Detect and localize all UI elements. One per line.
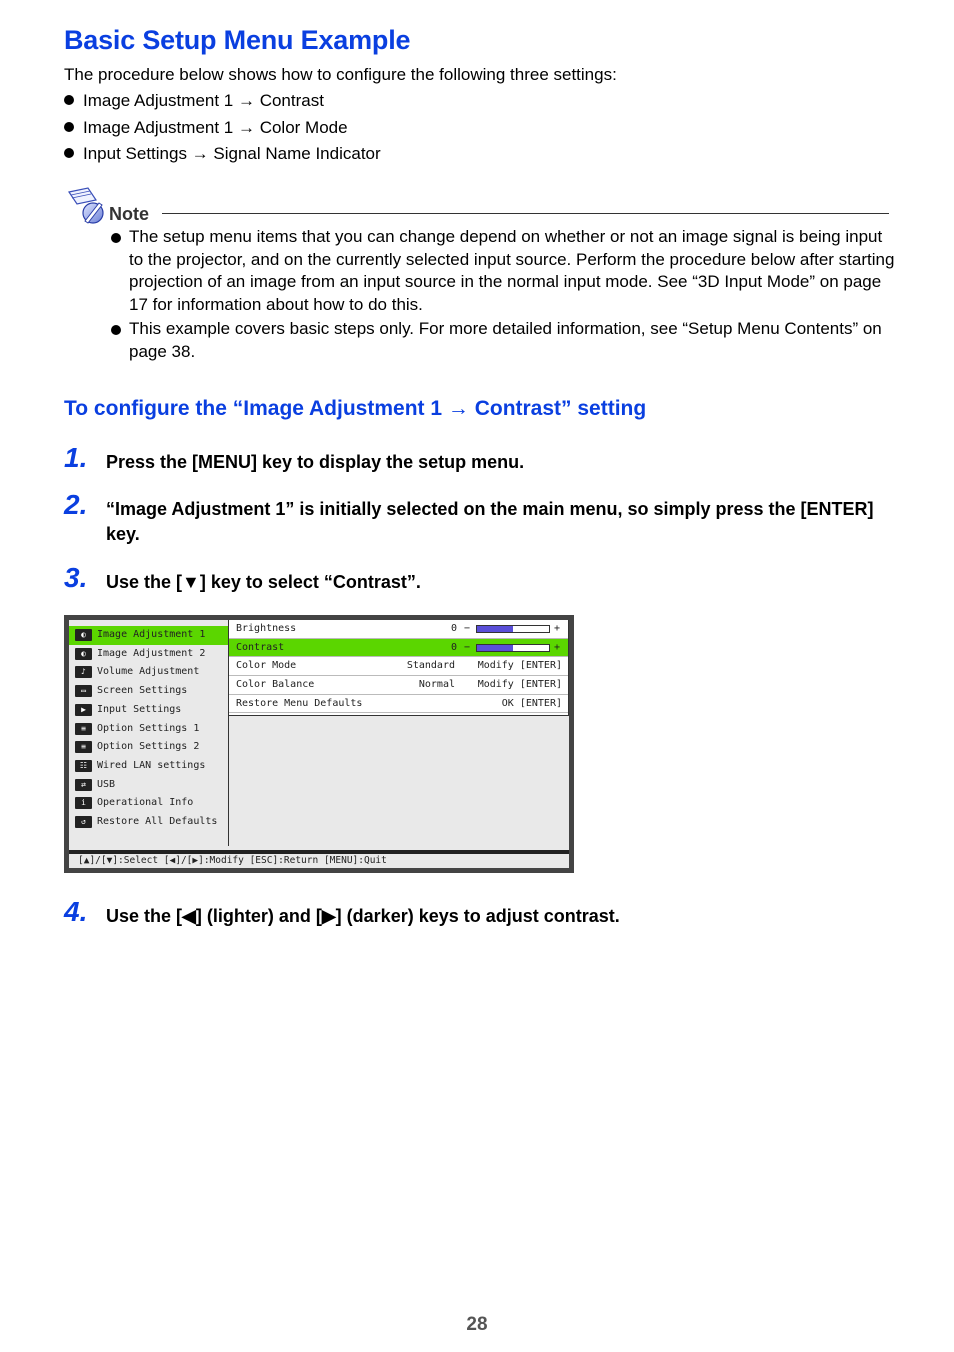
settings-item: Image Adjustment 1 → Color Mode (64, 118, 348, 138)
option-icon: ≡ (75, 741, 92, 753)
option-icon: ≡ (75, 723, 92, 735)
note-list (108, 226, 898, 363)
image-adjust-icon: ◐ (75, 648, 92, 660)
main-menu-item-label: Image Adjustment 1 (97, 629, 206, 640)
section-heading: To configure the “Image Adjustment 1 → Contrast” setting (64, 397, 647, 420)
main-menu-item-label: Image Adjustment 2 (97, 647, 206, 659)
bullet-icon (64, 95, 74, 105)
minus-icon: − (464, 623, 471, 634)
main-menu-item-label: Screen Settings (97, 685, 188, 697)
screen-icon: ▭ (75, 685, 92, 697)
main-menu-item[interactable] (69, 776, 228, 795)
submenu-panel (228, 620, 569, 716)
level-slider-fill (477, 645, 513, 651)
step-number: 3. (64, 562, 88, 593)
main-menu-item[interactable] (69, 794, 228, 813)
main-menu-item[interactable] (69, 645, 228, 664)
submenu-item[interactable] (229, 657, 568, 676)
submenu-item[interactable] (229, 639, 568, 658)
submenu-item[interactable] (229, 620, 568, 639)
main-menu-item[interactable] (69, 738, 228, 757)
main-menu-item[interactable] (69, 663, 228, 682)
main-menu-item-label: Option Settings 1 (97, 722, 200, 734)
step-text: “Image Adjustment 1” is initially selected on the main menu, so simply press the [ENTER] key. (106, 499, 874, 544)
main-menu-item[interactable] (69, 701, 228, 720)
main-menu-item-label: Restore All Defaults (97, 816, 218, 827)
main-menu-item-label: Option Settings 2 (97, 741, 200, 753)
settings-item: Image Adjustment 1 → Contrast (64, 91, 324, 111)
input-icon: ▶ (75, 704, 92, 716)
submenu-item-value: Standard (406, 660, 455, 672)
note-label: Note (109, 204, 149, 224)
plus-icon: + (554, 623, 561, 634)
submenu-item-value: 0 (451, 641, 458, 653)
bullet-icon (111, 325, 121, 335)
submenu-item-label: Restore Menu Defaults (236, 697, 363, 709)
submenu-item-label: Color Mode (236, 660, 297, 672)
main-menu-item[interactable] (69, 757, 228, 776)
bullet-icon (111, 233, 121, 243)
submenu-item-action: Modify [ENTER] (477, 660, 562, 672)
step-text: Use the [◀] (lighter) and [▶] (darker) keys to adjust contrast. (106, 906, 620, 926)
note-item: The setup menu items that you can change depend on whether or not an image signal is being input to the projector, and on the currently selected input source. Perform the procedure below after starting projection of an image from an input source in the normal input mode. See “3D Input Mode” on page 17 for information about how to do this. (108, 226, 898, 316)
submenu-empty-area (228, 716, 569, 846)
main-menu-item-label: Input Settings (97, 703, 182, 715)
bullet-icon (64, 148, 74, 158)
level-slider-fill (477, 626, 513, 632)
note-item: This example covers basic steps only. For more detailed information, see “Setup Menu Contents” on page 38. (108, 318, 898, 363)
usb-icon: ⇄ (75, 779, 92, 791)
submenu-item-label: Color Balance (236, 679, 315, 691)
submenu-item-value: 0 (451, 623, 458, 634)
submenu-item-value: Normal (418, 679, 455, 691)
info-icon: i (75, 797, 92, 809)
minus-icon: − (464, 641, 471, 653)
step-text: Use the [▼] key to select “Contrast”. (106, 572, 421, 592)
bullet-icon (64, 122, 74, 132)
note-pencil-icon (66, 186, 106, 226)
main-menu-item[interactable] (69, 682, 228, 701)
step-number: 2. (64, 489, 88, 520)
submenu-item[interactable] (229, 676, 568, 695)
image-adjust-icon: ◐ (75, 629, 92, 641)
level-slider[interactable] (476, 625, 550, 633)
main-menu-item[interactable] (69, 813, 228, 832)
submenu-item-label: Contrast (236, 641, 285, 653)
menu-status-bar: [▲]/[▼]:Select [◀]/[▶]:Modify [ESC]:Return [MENU]:Quit (69, 850, 569, 868)
step-number: 4. (64, 896, 88, 927)
submenu-item-label: Brightness (236, 623, 297, 634)
step-text: Press the [MENU] key to display the setup menu. (106, 452, 525, 472)
submenu-item[interactable] (229, 695, 568, 714)
page-title: Basic Setup Menu Example (64, 25, 411, 55)
main-menu-item-label: Operational Info (97, 797, 194, 809)
main-menu (69, 620, 228, 846)
speaker-icon: ♪ (75, 666, 92, 678)
note-divider (162, 213, 889, 214)
lan-icon: ☷ (75, 760, 92, 772)
submenu-item-action: Modify [ENTER] (477, 679, 562, 691)
step-number: 1. (64, 442, 88, 473)
setup-menu-screenshot (64, 615, 574, 873)
main-menu-item-label: Wired LAN settings (97, 759, 206, 771)
intro-text: The procedure below shows how to configure the following three settings: (64, 65, 617, 84)
main-menu-item[interactable] (69, 720, 228, 739)
main-menu-item[interactable] (69, 626, 228, 645)
page-number: 28 (466, 1314, 488, 1335)
restore-icon: ↺ (75, 816, 92, 828)
level-slider[interactable] (476, 644, 550, 652)
submenu-item-action: OK [ENTER] (501, 697, 562, 709)
settings-item: Input Settings → Signal Name Indicator (64, 144, 381, 164)
main-menu-item-label: Volume Adjustment (97, 666, 200, 678)
plus-icon: + (554, 641, 561, 653)
main-menu-item-label: USB (97, 778, 116, 790)
